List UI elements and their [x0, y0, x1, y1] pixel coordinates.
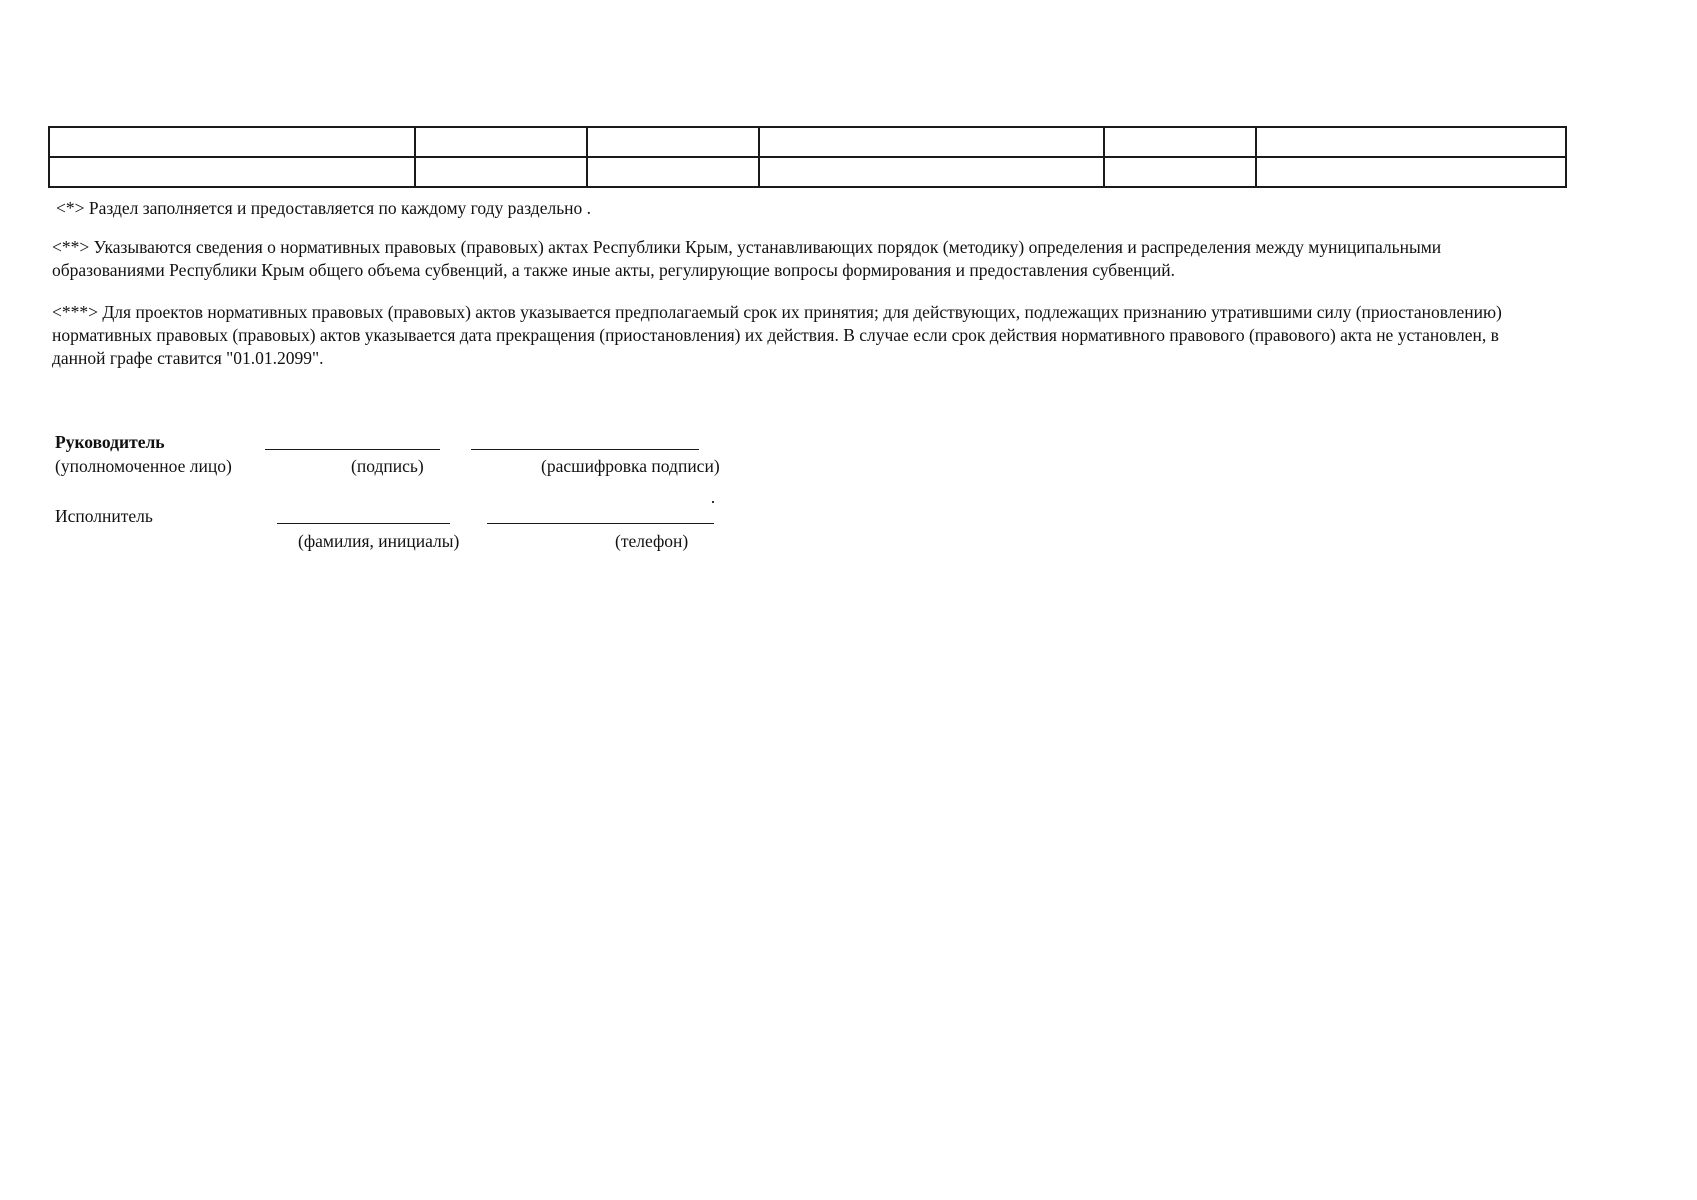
- signature-line[interactable]: [265, 449, 440, 450]
- signature-caption: (подпись): [351, 456, 424, 476]
- executor-name-line[interactable]: [277, 523, 450, 524]
- footnote-1: <*> Раздел заполняется и предоставляется по каждому году раздельно .: [56, 198, 592, 218]
- table-cell[interactable]: [1104, 157, 1256, 187]
- footnote-3: <***> Для проектов нормативных правовых (правовых) актов указывается предполагаемый срок их принятия; для действующих, подлежащих признанию утратившими силу (приостановлению) нормативных правовых (правовых) актов указывается дата прекращения (приостановления) их действия. В случае если срок действия нормативного правового (правового) акта не установлен, в данной графе ставится "01.01.2099".: [52, 302, 1502, 368]
- executor-phone-caption: (телефон): [615, 531, 689, 551]
- signature-decode-caption: (расшифровка подписи): [541, 456, 720, 476]
- table-cell[interactable]: [759, 157, 1104, 187]
- footnote-2: <**> Указываются сведения о нормативных правовых (правовых) актах Республики Крым, устанавливающих порядок (методику) определения и распределения между муниципальными образованиями Республики Крым общего объема субвенций, а также иные акты, регулирующие вопросы формирования и предоставления субвенций.: [52, 237, 1442, 280]
- table-cell[interactable]: [415, 157, 587, 187]
- table-row: [49, 127, 1566, 157]
- table-cell[interactable]: [587, 157, 759, 187]
- table-cell[interactable]: [49, 127, 415, 157]
- form-table: [48, 126, 1567, 188]
- head-label: Руководитель: [55, 432, 165, 452]
- executor-name-caption: (фамилия, инициалы): [298, 531, 460, 551]
- table-row: [49, 157, 1566, 187]
- signature-decode-line[interactable]: [471, 449, 699, 450]
- head-sublabel: (уполномоченное лицо): [55, 456, 232, 476]
- table-cell[interactable]: [759, 127, 1104, 157]
- table-cell[interactable]: [1104, 127, 1256, 157]
- executor-phone-line[interactable]: [487, 523, 714, 524]
- table-cell[interactable]: [1256, 157, 1566, 187]
- table-cell[interactable]: [49, 157, 415, 187]
- executor-label: Исполнитель: [55, 506, 153, 526]
- table-cell[interactable]: [587, 127, 759, 157]
- table-cell[interactable]: [1256, 127, 1566, 157]
- table-cell[interactable]: [415, 127, 587, 157]
- stray-dot: [712, 501, 714, 503]
